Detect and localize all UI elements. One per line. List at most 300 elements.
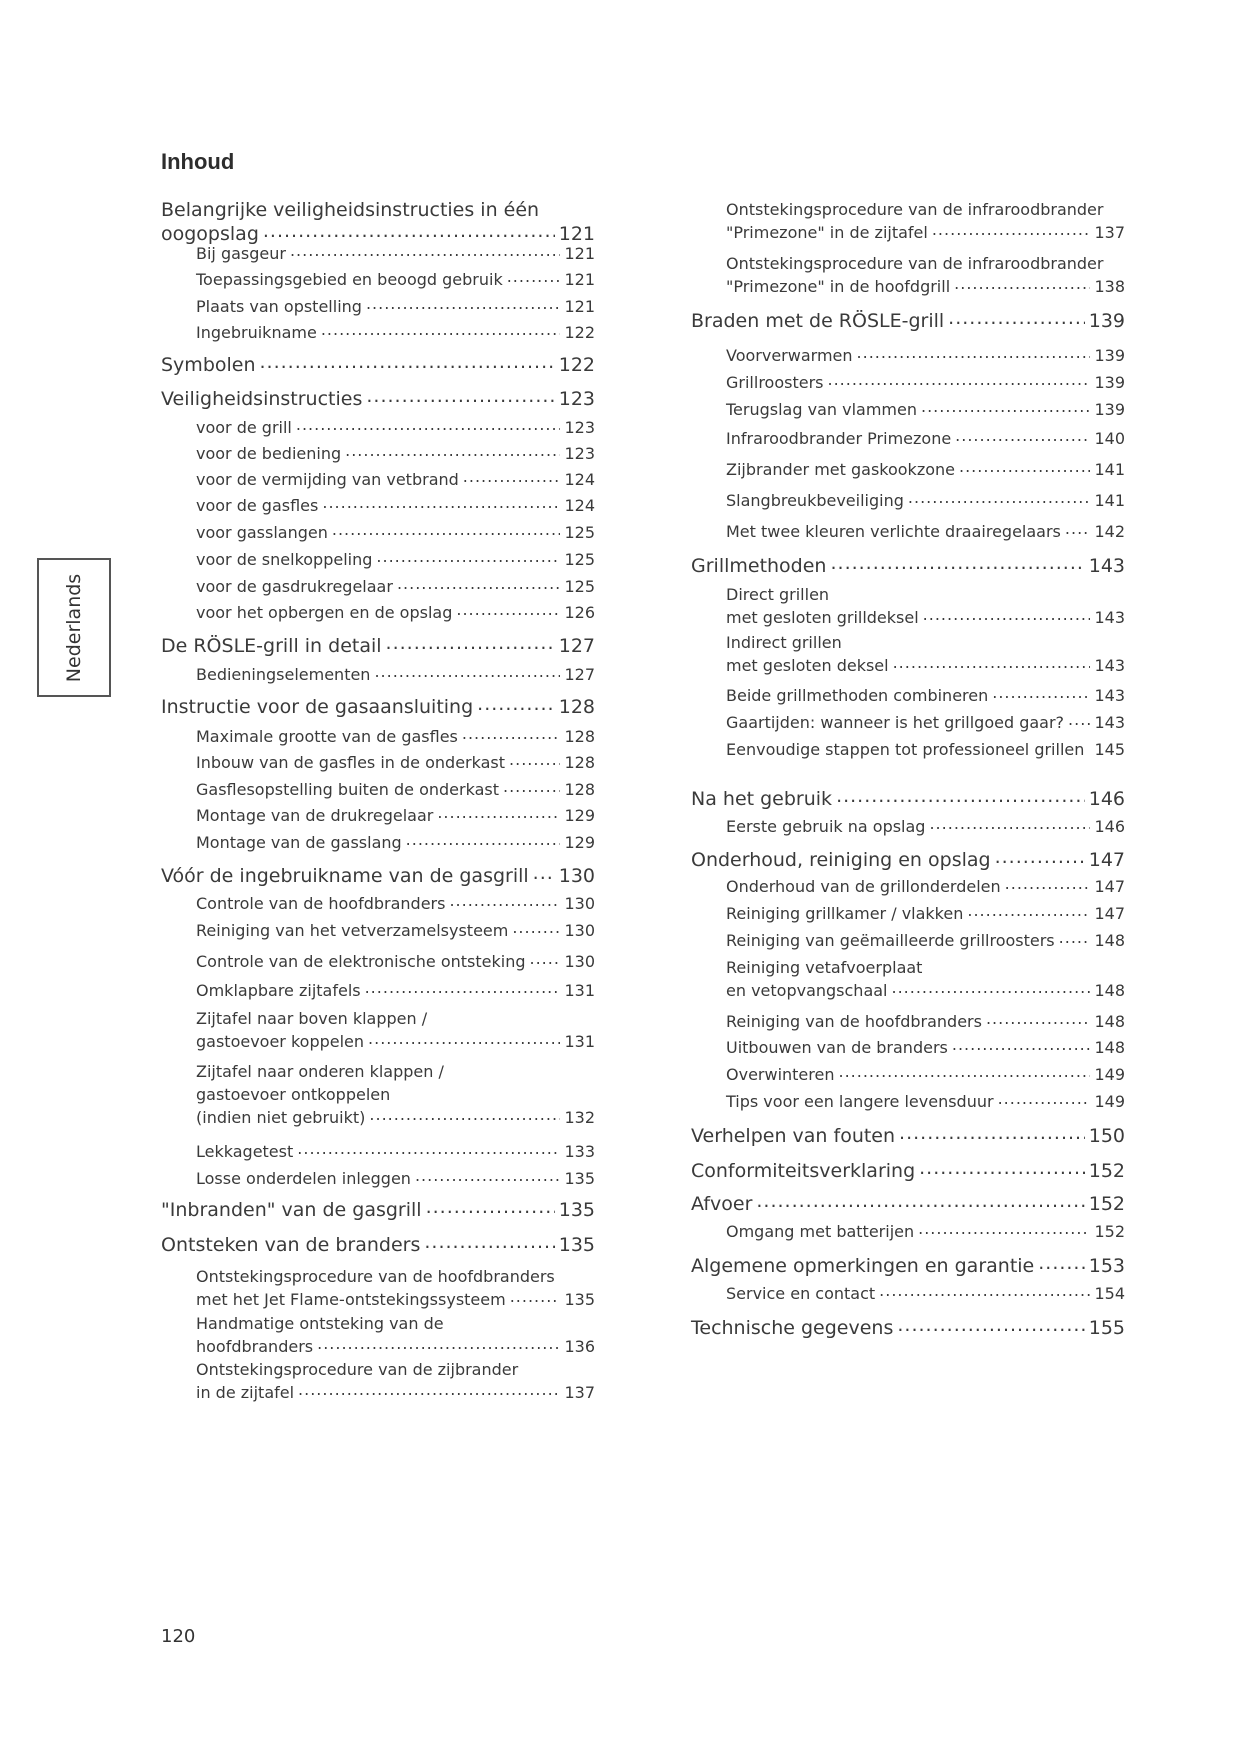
- toc-entry-line: [196, 468, 595, 491]
- toc-entry[interactable]: [196, 416, 595, 439]
- toc-entry-title: Losse onderdelen inleggen: [196, 1169, 411, 1188]
- toc-leader-dots: [507, 265, 561, 288]
- toc-page-number: 128: [564, 753, 595, 772]
- toc-entry-title: Beide grillmethoden combineren: [726, 686, 989, 705]
- toc-leader-dots: [296, 413, 561, 436]
- toc-entry-line: [726, 815, 1125, 838]
- toc-page-number: 139: [1094, 373, 1125, 392]
- toc-entry[interactable]: [196, 268, 595, 291]
- toc-entry[interactable]: [726, 1063, 1125, 1086]
- page-title: Inhoud: [161, 149, 235, 174]
- toc-entry[interactable]: [196, 1312, 595, 1358]
- toc-leader-dots: [463, 465, 561, 488]
- toc-leader-dots: [1059, 926, 1091, 949]
- toc-page-number: 130: [564, 921, 595, 940]
- toc-entry-line: [196, 831, 595, 854]
- toc-entry[interactable]: [196, 548, 595, 571]
- toc-entry-title: voor de snelkoppeling: [196, 550, 373, 569]
- toc-leader-dots: [397, 572, 561, 595]
- toc-leader-dots: [533, 861, 555, 885]
- toc-page-number: 154: [1094, 1284, 1125, 1303]
- toc-page-number: 139: [1094, 346, 1125, 365]
- toc-entry-line: [196, 321, 595, 344]
- toc-entry[interactable]: [691, 848, 1125, 872]
- toc-entry-line: [726, 221, 1125, 244]
- toc-page-number: 148: [1094, 1038, 1125, 1057]
- toc-page-number: 135: [564, 1290, 595, 1309]
- toc-entry-line: [196, 725, 595, 748]
- toc-leader-dots: [366, 292, 561, 315]
- toc-entry-title: Omgang met batterijen: [726, 1222, 915, 1241]
- toc-page-number: 152: [1088, 1193, 1125, 1215]
- toc-entry[interactable]: [161, 1198, 595, 1222]
- toc-entry[interactable]: [691, 1316, 1125, 1340]
- toc-entry-line: [726, 606, 1125, 629]
- toc-leader-dots: [437, 801, 560, 824]
- toc-leader-dots: [298, 1378, 560, 1401]
- toc-leader-dots: [503, 775, 560, 798]
- toc-leader-dots: [992, 681, 1090, 704]
- toc-entry-line: [726, 902, 1125, 925]
- toc-entry-title: Maximale grootte van de gasfles: [196, 727, 458, 746]
- toc-entry-title: Bedieningselementen: [196, 665, 371, 684]
- toc-entry-title: (indien niet gebruikt): [196, 1108, 366, 1127]
- toc-entry-line: [691, 1254, 1125, 1278]
- page-number: 120: [161, 1626, 196, 1647]
- toc-entry-title: Ontstekingsprocedure van de zijbrander: [196, 1360, 519, 1379]
- toc-entry[interactable]: [196, 494, 595, 517]
- toc-entry-line: [726, 1063, 1125, 1086]
- toc-leader-dots: [923, 603, 1091, 626]
- toc-page-number: 137: [564, 1383, 595, 1402]
- toc-entry[interactable]: [691, 554, 1125, 578]
- toc-entry-line: [196, 295, 595, 318]
- toc-page-number: 130: [564, 952, 595, 971]
- toc-entry-title: Zijtafel naar onderen klappen /: [196, 1062, 444, 1081]
- toc-leader-dots: [892, 976, 1091, 999]
- toc-entry-line: [726, 979, 1125, 1002]
- toc-page-number: 143: [1094, 656, 1125, 675]
- toc-leader-dots: [322, 491, 560, 514]
- toc-entry-title: Voorverwarmen: [726, 346, 853, 365]
- toc-leader-dots: [838, 1060, 1090, 1083]
- toc-leader-dots: [374, 660, 560, 683]
- toc-entry[interactable]: [161, 695, 595, 719]
- toc-entry-line: [196, 242, 595, 265]
- toc-page-number: 148: [1094, 931, 1125, 950]
- toc-entry[interactable]: [726, 583, 1125, 629]
- toc-page-number: 121: [564, 244, 595, 263]
- toc-entry[interactable]: [196, 1007, 595, 1053]
- toc-leader-dots: [449, 889, 560, 912]
- toc-leader-dots: [908, 486, 1091, 509]
- toc-entry[interactable]: [726, 956, 1125, 1002]
- toc-leader-dots: [317, 1332, 560, 1355]
- toc-page-number: 131: [564, 1032, 595, 1051]
- toc-entry[interactable]: [196, 751, 595, 774]
- toc-entry[interactable]: [726, 815, 1125, 838]
- toc-entry-title: Terugslag van vlammen: [726, 400, 917, 419]
- toc-entry-line: [726, 371, 1125, 394]
- toc-entry-line: [726, 427, 1125, 450]
- toc-page-number: 150: [1088, 1125, 1125, 1147]
- toc-entry[interactable]: [196, 321, 595, 344]
- toc-entry-line: [196, 521, 595, 544]
- toc-page-number: 128: [564, 727, 595, 746]
- toc-page-number: 139: [1088, 310, 1125, 332]
- toc-entry[interactable]: [196, 778, 595, 801]
- toc-page-number: 135: [558, 1199, 595, 1221]
- toc-entry-title: Uitbouwen van de branders: [726, 1038, 948, 1057]
- toc-page-number: 125: [564, 523, 595, 542]
- toc-page-number: 142: [1094, 522, 1125, 541]
- toc-entry-title: gastoevoer ontkoppelen: [196, 1085, 391, 1104]
- toc-entry-title: Controle van de hoofdbranders: [196, 894, 446, 913]
- toc-entry-line: [196, 950, 595, 973]
- toc-entry-title: Onderhoud, reiniging en opslag: [691, 849, 991, 871]
- toc-entry[interactable]: [196, 1060, 595, 1129]
- toc-entry[interactable]: [161, 1233, 595, 1257]
- toc-entry[interactable]: [726, 252, 1125, 298]
- toc-entry-title: Reiniging van het vetverzamelsysteem: [196, 921, 509, 940]
- toc-page-number: 141: [1094, 460, 1125, 479]
- toc-leader-dots: [879, 1279, 1090, 1302]
- toc-entry[interactable]: [196, 892, 595, 915]
- toc-entry[interactable]: [196, 242, 595, 265]
- toc-entry[interactable]: [726, 398, 1125, 421]
- toc-page-number: 147: [1088, 849, 1125, 871]
- toc-leader-dots: [995, 845, 1085, 869]
- toc-entry-line: [196, 548, 595, 571]
- toc-entry[interactable]: [726, 427, 1125, 450]
- toc-entry-title: Zijtafel naar boven klappen /: [196, 1009, 428, 1028]
- toc-entry-title: Algemene opmerkingen en garantie: [691, 1255, 1035, 1277]
- toc-entry-line: [196, 1288, 595, 1311]
- toc-entry-title: met gesloten deksel: [726, 656, 889, 675]
- toc-entry[interactable]: [196, 663, 595, 686]
- toc-page-number: 152: [1088, 1160, 1125, 1182]
- toc-entry[interactable]: [161, 864, 595, 888]
- toc-leader-dots: [836, 784, 1085, 808]
- toc-leader-dots: [424, 1230, 554, 1254]
- toc-entry-title: voor de gasdrukregelaar: [196, 577, 393, 596]
- toc-page-number: 123: [558, 388, 595, 410]
- toc-leader-dots: [929, 812, 1090, 835]
- toc-entry[interactable]: [726, 1282, 1125, 1305]
- toc-page-number: 143: [1094, 608, 1125, 627]
- toc-page-number: 143: [1088, 555, 1125, 577]
- toc-entry-line: [196, 892, 595, 915]
- toc-entry-title: "Primezone" in de zijtafel: [726, 223, 928, 242]
- toc-entry-title: voor de vermijding van vetbrand: [196, 470, 459, 489]
- toc-entry[interactable]: [726, 489, 1125, 512]
- toc-entry-line: [726, 489, 1125, 512]
- toc-entry-title: Indirect grillen: [726, 633, 842, 652]
- toc-entry[interactable]: [691, 1124, 1125, 1148]
- toc-page-number: 122: [564, 323, 595, 342]
- toc-entry[interactable]: [196, 1140, 595, 1163]
- toc-entry[interactable]: [726, 875, 1125, 898]
- toc-page-number: 155: [1088, 1317, 1125, 1339]
- toc-entry-line: [196, 1106, 595, 1129]
- toc-leader-dots: [297, 1137, 560, 1160]
- toc-entry-title: Grillroosters: [726, 373, 824, 392]
- toc-entry-title: Handmatige ontsteking van de: [196, 1314, 444, 1333]
- toc-entry[interactable]: [161, 634, 595, 658]
- toc-entry[interactable]: [161, 353, 595, 377]
- toc-page-number: 131: [564, 981, 595, 1000]
- toc-entry-line: [196, 1167, 595, 1190]
- toc-leader-dots: [426, 1195, 555, 1219]
- toc-leader-dots: [1088, 735, 1090, 758]
- toc-entry[interactable]: [691, 309, 1125, 333]
- toc-entry-title: Ontstekingsprocedure van de infraroodbrander: [726, 254, 1104, 273]
- toc-entry-line: [161, 864, 595, 888]
- toc-leader-dots: [321, 318, 561, 341]
- toc-entry[interactable]: [726, 1220, 1125, 1243]
- toc-entry-line: [161, 353, 595, 377]
- toc-entry-line: [726, 458, 1125, 481]
- toc-entry[interactable]: [726, 520, 1125, 543]
- toc-entry-line: [196, 1030, 595, 1053]
- toc-entry-line: [726, 1036, 1125, 1059]
- toc-entry-title: Zijbrander met gaskookzone: [726, 460, 955, 479]
- toc-leader-dots: [1038, 1251, 1085, 1275]
- toc-leader-dots: [954, 272, 1090, 295]
- toc-leader-dots: [893, 651, 1091, 674]
- toc-entry[interactable]: [726, 738, 1125, 761]
- toc-entry-line: [196, 416, 595, 439]
- toc-page-number: 132: [564, 1108, 595, 1127]
- toc-entry-line: [196, 575, 595, 598]
- toc-leader-dots: [919, 1156, 1085, 1180]
- toc-entry-line: [691, 309, 1125, 333]
- toc-entry-title: Eenvoudige stappen tot professioneel grillen: [726, 740, 1085, 759]
- toc-page-number: 121: [564, 297, 595, 316]
- toc-page-number: 149: [1094, 1092, 1125, 1111]
- toc-entry[interactable]: [161, 387, 595, 411]
- toc-entry-line: [161, 695, 595, 719]
- toc-leader-dots: [462, 722, 561, 745]
- toc-page-number: 140: [1094, 429, 1125, 448]
- toc-entry[interactable]: [196, 1358, 595, 1404]
- toc-leader-dots: [921, 395, 1090, 418]
- toc-entry-title: Omklapbare zijtafels: [196, 981, 361, 1000]
- toc-page-number: 135: [564, 1169, 595, 1188]
- toc-entry[interactable]: [196, 804, 595, 827]
- toc-entry[interactable]: [691, 1192, 1125, 1216]
- toc-entry-line: [726, 344, 1125, 367]
- toc-entry-line: [726, 398, 1125, 421]
- toc-entry-title: voor de gasfles: [196, 496, 319, 515]
- toc-entry[interactable]: [196, 919, 595, 942]
- toc-entry-line: [691, 787, 1125, 811]
- toc-entry-title: met gesloten grilldeksel: [726, 608, 919, 627]
- toc-entry-title: Met twee kleuren verlichte draairegelaars: [726, 522, 1061, 541]
- toc-entry-title: Bij gasgeur: [196, 244, 286, 263]
- toc-page-number: 124: [564, 496, 595, 515]
- toc-page-number: 146: [1088, 788, 1125, 810]
- toc-entry-title: Instructie voor de gasaansluiting: [161, 696, 474, 718]
- toc-leader-dots: [512, 916, 560, 939]
- toc-leader-dots: [290, 239, 560, 262]
- toc-leader-dots: [369, 1103, 560, 1126]
- toc-leader-dots: [477, 692, 555, 716]
- toc-page-number: 127: [564, 665, 595, 684]
- toc-page-number: 148: [1094, 981, 1125, 1000]
- toc-leader-dots: [827, 368, 1090, 391]
- toc-entry-title: De RÖSLE-grill in detail: [161, 635, 382, 657]
- toc-leader-dots: [967, 899, 1090, 922]
- toc-page-number: 130: [558, 865, 595, 887]
- toc-entry[interactable]: [196, 831, 595, 854]
- toc-leader-dots: [932, 218, 1091, 241]
- toc-entry-line: [161, 1198, 595, 1222]
- toc-entry[interactable]: [196, 442, 595, 465]
- toc-leader-dots: [1005, 872, 1091, 895]
- toc-entry[interactable]: [196, 295, 595, 318]
- toc-entry-title: met het Jet Flame-ontstekingssysteem: [196, 1290, 506, 1309]
- toc-page-number: 133: [564, 1142, 595, 1161]
- toc-entry-title: gastoevoer koppelen: [196, 1032, 365, 1051]
- toc-entry[interactable]: [726, 1010, 1125, 1033]
- toc-entry-line: [726, 929, 1125, 952]
- toc-entry[interactable]: [196, 521, 595, 544]
- toc-entry-title: voor gasslangen: [196, 523, 328, 542]
- toc-leader-dots: [510, 1285, 561, 1308]
- toc-page-number: 122: [558, 354, 595, 376]
- toc-entry-line: [726, 654, 1125, 677]
- toc-entry-line: [726, 738, 1125, 761]
- toc-entry-line: [691, 554, 1125, 578]
- toc-page-number: 128: [558, 696, 595, 718]
- toc-entry[interactable]: [196, 950, 595, 973]
- toc-leader-dots: [756, 1189, 1084, 1213]
- toc-entry-line: [691, 1192, 1125, 1216]
- toc-page-number: 125: [564, 550, 595, 569]
- toc-leader-dots: [345, 439, 560, 462]
- toc-entry-title: Vóór de ingebruikname van de gasgrill: [161, 865, 529, 887]
- toc-entry-title: hoofdbranders: [196, 1337, 314, 1356]
- toc-leader-dots: [386, 631, 555, 655]
- toc-page-number: 152: [1094, 1222, 1125, 1241]
- toc-page-number: 153: [1088, 1255, 1125, 1277]
- toc-page-number: 130: [564, 894, 595, 913]
- toc-entry[interactable]: [691, 787, 1125, 811]
- toc-page-number: 127: [558, 635, 595, 657]
- toc-entry-title: Service en contact: [726, 1284, 876, 1303]
- toc-leader-dots: [406, 828, 561, 851]
- toc-entry-title: Ontstekingsprocedure van de hoofdbranders: [196, 1267, 555, 1286]
- toc-entry-title: Verhelpen van fouten: [691, 1125, 896, 1147]
- toc-entry-line: [196, 663, 595, 686]
- toc-entry-title: Eerste gebruik na opslag: [726, 817, 926, 836]
- toc-leader-dots: [830, 551, 1084, 575]
- toc-entry-title: Infraroodbrander Primezone: [726, 429, 952, 448]
- language-tab: [37, 558, 111, 697]
- toc-entry-title: Controle van de elektronische ontsteking: [196, 952, 526, 971]
- toc-entry[interactable]: [726, 371, 1125, 394]
- toc-entry-title: Veiligheidsinstructies: [161, 388, 363, 410]
- toc-entry[interactable]: [196, 725, 595, 748]
- toc-entry-line: [726, 1010, 1125, 1033]
- toc-entry-title: Toepassingsgebied en beoogd gebruik: [196, 270, 503, 289]
- toc-leader-dots: [415, 1164, 561, 1187]
- toc-entry-title: Slangbreukbeveiliging: [726, 491, 904, 510]
- toc-entry[interactable]: [196, 979, 595, 1002]
- toc-entry[interactable]: [726, 198, 1125, 244]
- toc-page-number: 128: [564, 780, 595, 799]
- toc-entry-line: [196, 778, 595, 801]
- toc-entry-title: Grillmethoden: [691, 555, 827, 577]
- toc-entry[interactable]: [726, 344, 1125, 367]
- toc-leader-dots: [998, 1087, 1091, 1110]
- toc-page-number: 147: [1094, 904, 1125, 923]
- toc-entry-title: Technische gegevens: [691, 1317, 894, 1339]
- toc-page-number: 141: [1094, 491, 1125, 510]
- toc-entry-title: Gaartijden: wanneer is het grillgoed gaar?: [726, 713, 1065, 732]
- toc-entry-line: [196, 751, 595, 774]
- toc-entry[interactable]: [726, 711, 1125, 734]
- toc-entry[interactable]: [196, 468, 595, 491]
- toc-entry-title: Montage van de gasslang: [196, 833, 402, 852]
- toc-entry[interactable]: [726, 929, 1125, 952]
- toc-entry[interactable]: [726, 1036, 1125, 1059]
- toc-leader-dots: [509, 748, 560, 771]
- toc-entry-line: [196, 442, 595, 465]
- toc-leader-dots: [1065, 517, 1091, 540]
- toc-page-number: 125: [564, 577, 595, 596]
- toc-page-number: 136: [564, 1337, 595, 1356]
- toc-leader-dots: [897, 1313, 1084, 1337]
- toc-entry-line: [726, 275, 1125, 298]
- toc-leader-dots: [260, 350, 555, 374]
- toc-entry[interactable]: [691, 1254, 1125, 1278]
- toc-leader-dots: [365, 976, 561, 999]
- toc-entry[interactable]: [196, 601, 595, 624]
- toc-entry-line: [691, 848, 1125, 872]
- toc-entry-line: [196, 268, 595, 291]
- toc-page-number: 123: [564, 444, 595, 463]
- toc-entry-title: Belangrijke veiligheidsinstructies in één: [161, 199, 540, 221]
- toc-entry-title: Tips voor een langere levensduur: [726, 1092, 994, 1111]
- toc-entry[interactable]: [726, 631, 1125, 677]
- toc-entry-title: Overwinteren: [726, 1065, 835, 1084]
- toc-page-number: 146: [1094, 817, 1125, 836]
- toc-page-number: 129: [564, 806, 595, 825]
- toc-entry[interactable]: [196, 1265, 595, 1311]
- toc-page-number: 124: [564, 470, 595, 489]
- toc-entry[interactable]: [726, 458, 1125, 481]
- toc-entry-title: Symbolen: [161, 354, 256, 376]
- toc-entry-line: [726, 1282, 1125, 1305]
- toc-entry-title: Reiniging van de hoofdbranders: [726, 1012, 982, 1031]
- toc-entry[interactable]: [196, 1167, 595, 1190]
- toc-entry[interactable]: [691, 1159, 1125, 1183]
- toc-page-number: 145: [1094, 740, 1125, 759]
- language-label: Nederlands: [63, 573, 85, 682]
- toc-entry-title: Direct grillen: [726, 585, 830, 604]
- toc-entry[interactable]: [726, 1090, 1125, 1113]
- toc-entry[interactable]: [726, 902, 1125, 925]
- toc-entry[interactable]: [726, 684, 1125, 707]
- toc-entry-title: Onderhoud van de grillonderdelen: [726, 877, 1001, 896]
- toc-entry-title: voor de bediening: [196, 444, 342, 463]
- toc-leader-dots: [332, 518, 561, 541]
- toc-entry-title: Montage van de drukregelaar: [196, 806, 434, 825]
- toc-entry[interactable]: [196, 575, 595, 598]
- toc-leader-dots: [918, 1217, 1090, 1240]
